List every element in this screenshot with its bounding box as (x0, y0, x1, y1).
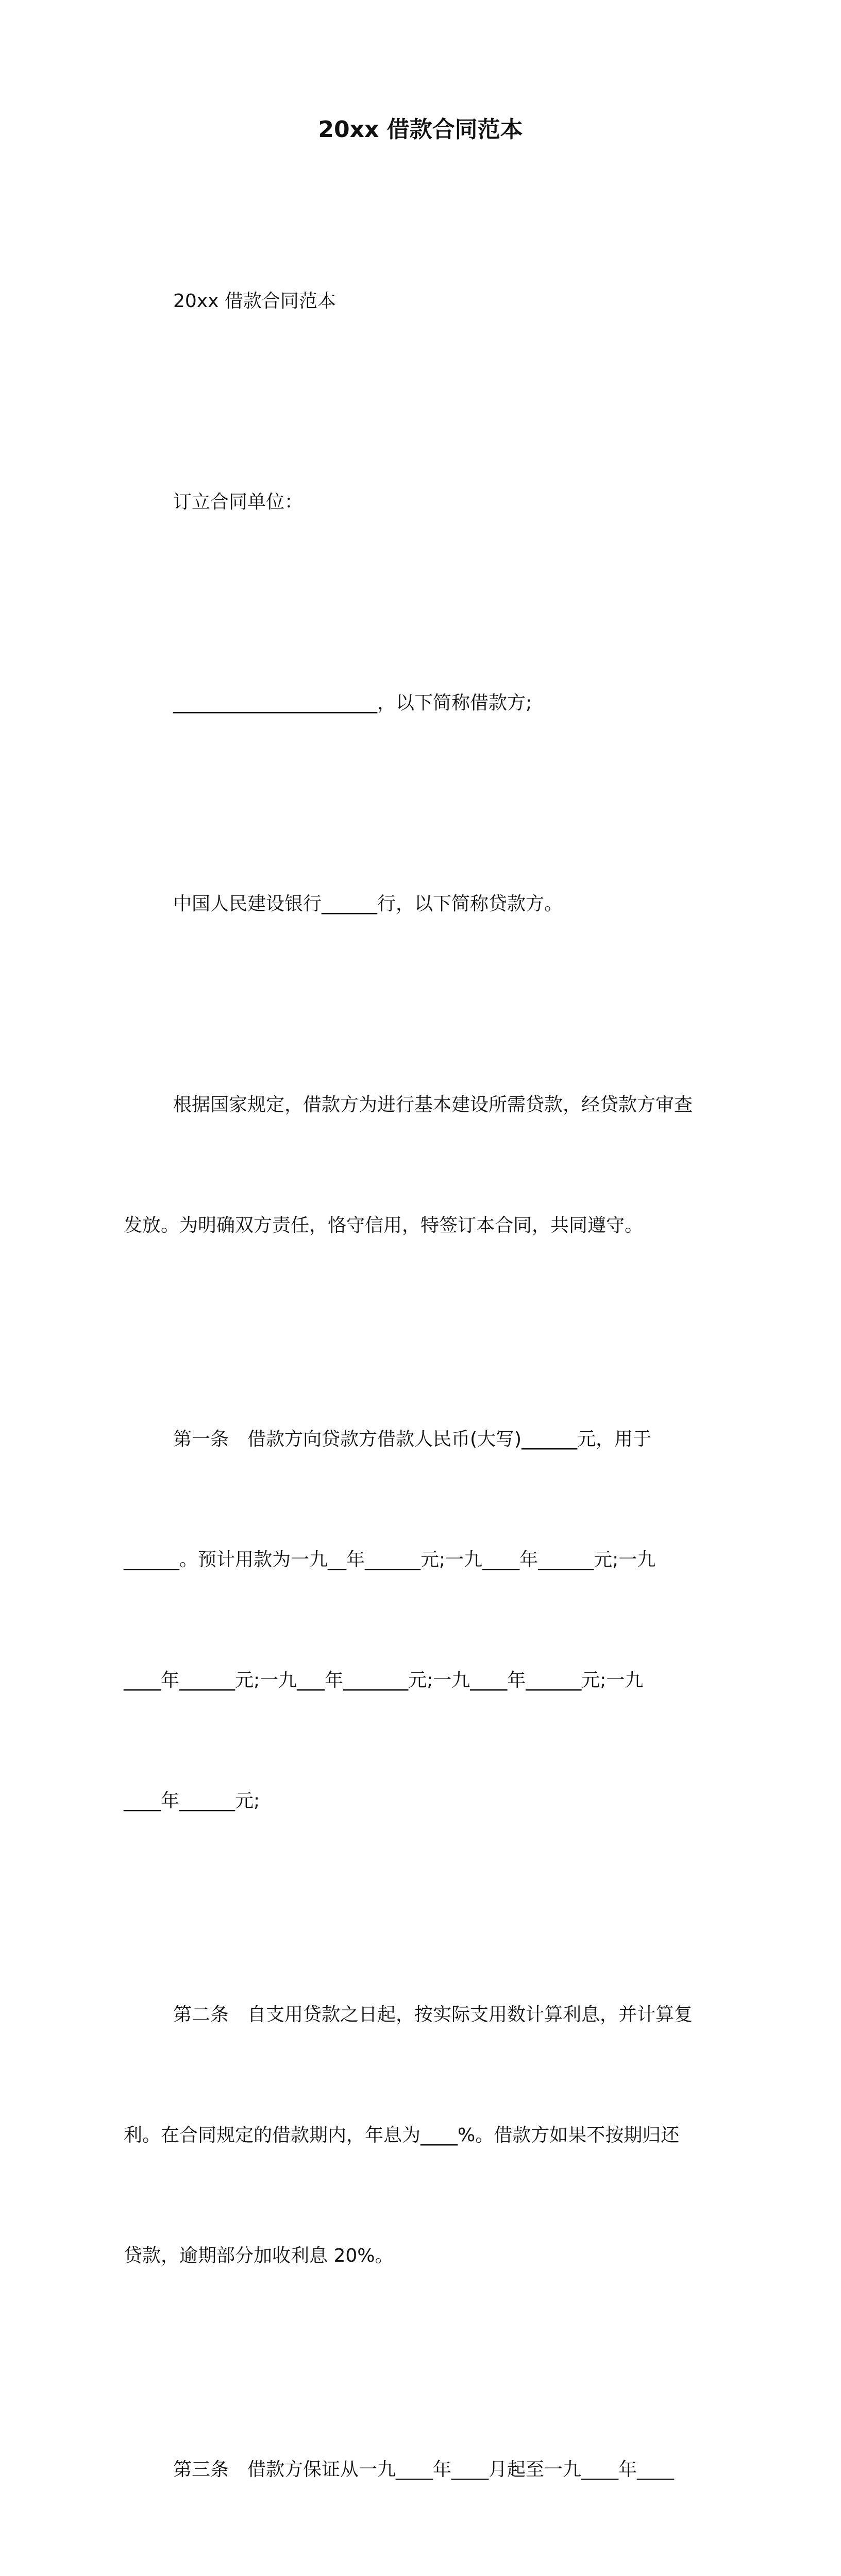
article-1-paragraph (124, 1339, 709, 1902)
borrower-line: ______________________，以下简称借款方; (173, 692, 532, 714)
article-3-paragraph (124, 2369, 709, 2576)
article-1-line: ____年______元;一九___年_______元;一九____年______元;一九 (124, 1670, 644, 1691)
article-2-paragraph (124, 1914, 709, 2357)
parties-heading-line: 订立合同单位： (173, 492, 304, 513)
preamble-line: 根据国家规定，借款方为进行基本建设所需贷款，经贷款方审查 (173, 1094, 693, 1115)
article-3-line (74, 2570, 709, 2576)
lender-line: 中国人民建设银行______行，以下简称贷款方。 (173, 893, 563, 914)
article-3-line: 第三条 借款方保证从一九____年____月起至一九____年____ (173, 2459, 675, 2480)
article-1-line: ____年______元; (124, 1790, 260, 1811)
subtitle-paragraph (124, 201, 709, 402)
parties-heading-paragraph (124, 402, 709, 603)
subtitle-line: 20xx 借款合同范本 (173, 291, 336, 312)
article-2-line: 贷款，逾期部分加收利息 20%。 (124, 2245, 394, 2266)
preamble-paragraph (124, 1005, 709, 1326)
document-body (124, 201, 709, 2576)
article-1-line: ______。预计用款为一九__年______元;一九____年______元;一九 (124, 1549, 656, 1570)
borrower-paragraph (124, 603, 709, 804)
article-1-line: 第一条 借款方向贷款方借款人民币(大写)______元，用于 (173, 1429, 652, 1450)
document-title: 20xx 借款合同范本 (318, 116, 523, 143)
lender-paragraph (124, 804, 709, 1005)
article-2-line: 利。在合同规定的借款期内，年息为____%。借款方如果不按期归还 (124, 2125, 680, 2146)
article-2-line: 第二条 自支用贷款之日起，按实际支用数计算利息，并计算复 (173, 2004, 693, 2025)
preamble-line: 发放。为明确双方责任，恪守信用，特签订本合同，共同遵守。 (124, 1215, 644, 1236)
